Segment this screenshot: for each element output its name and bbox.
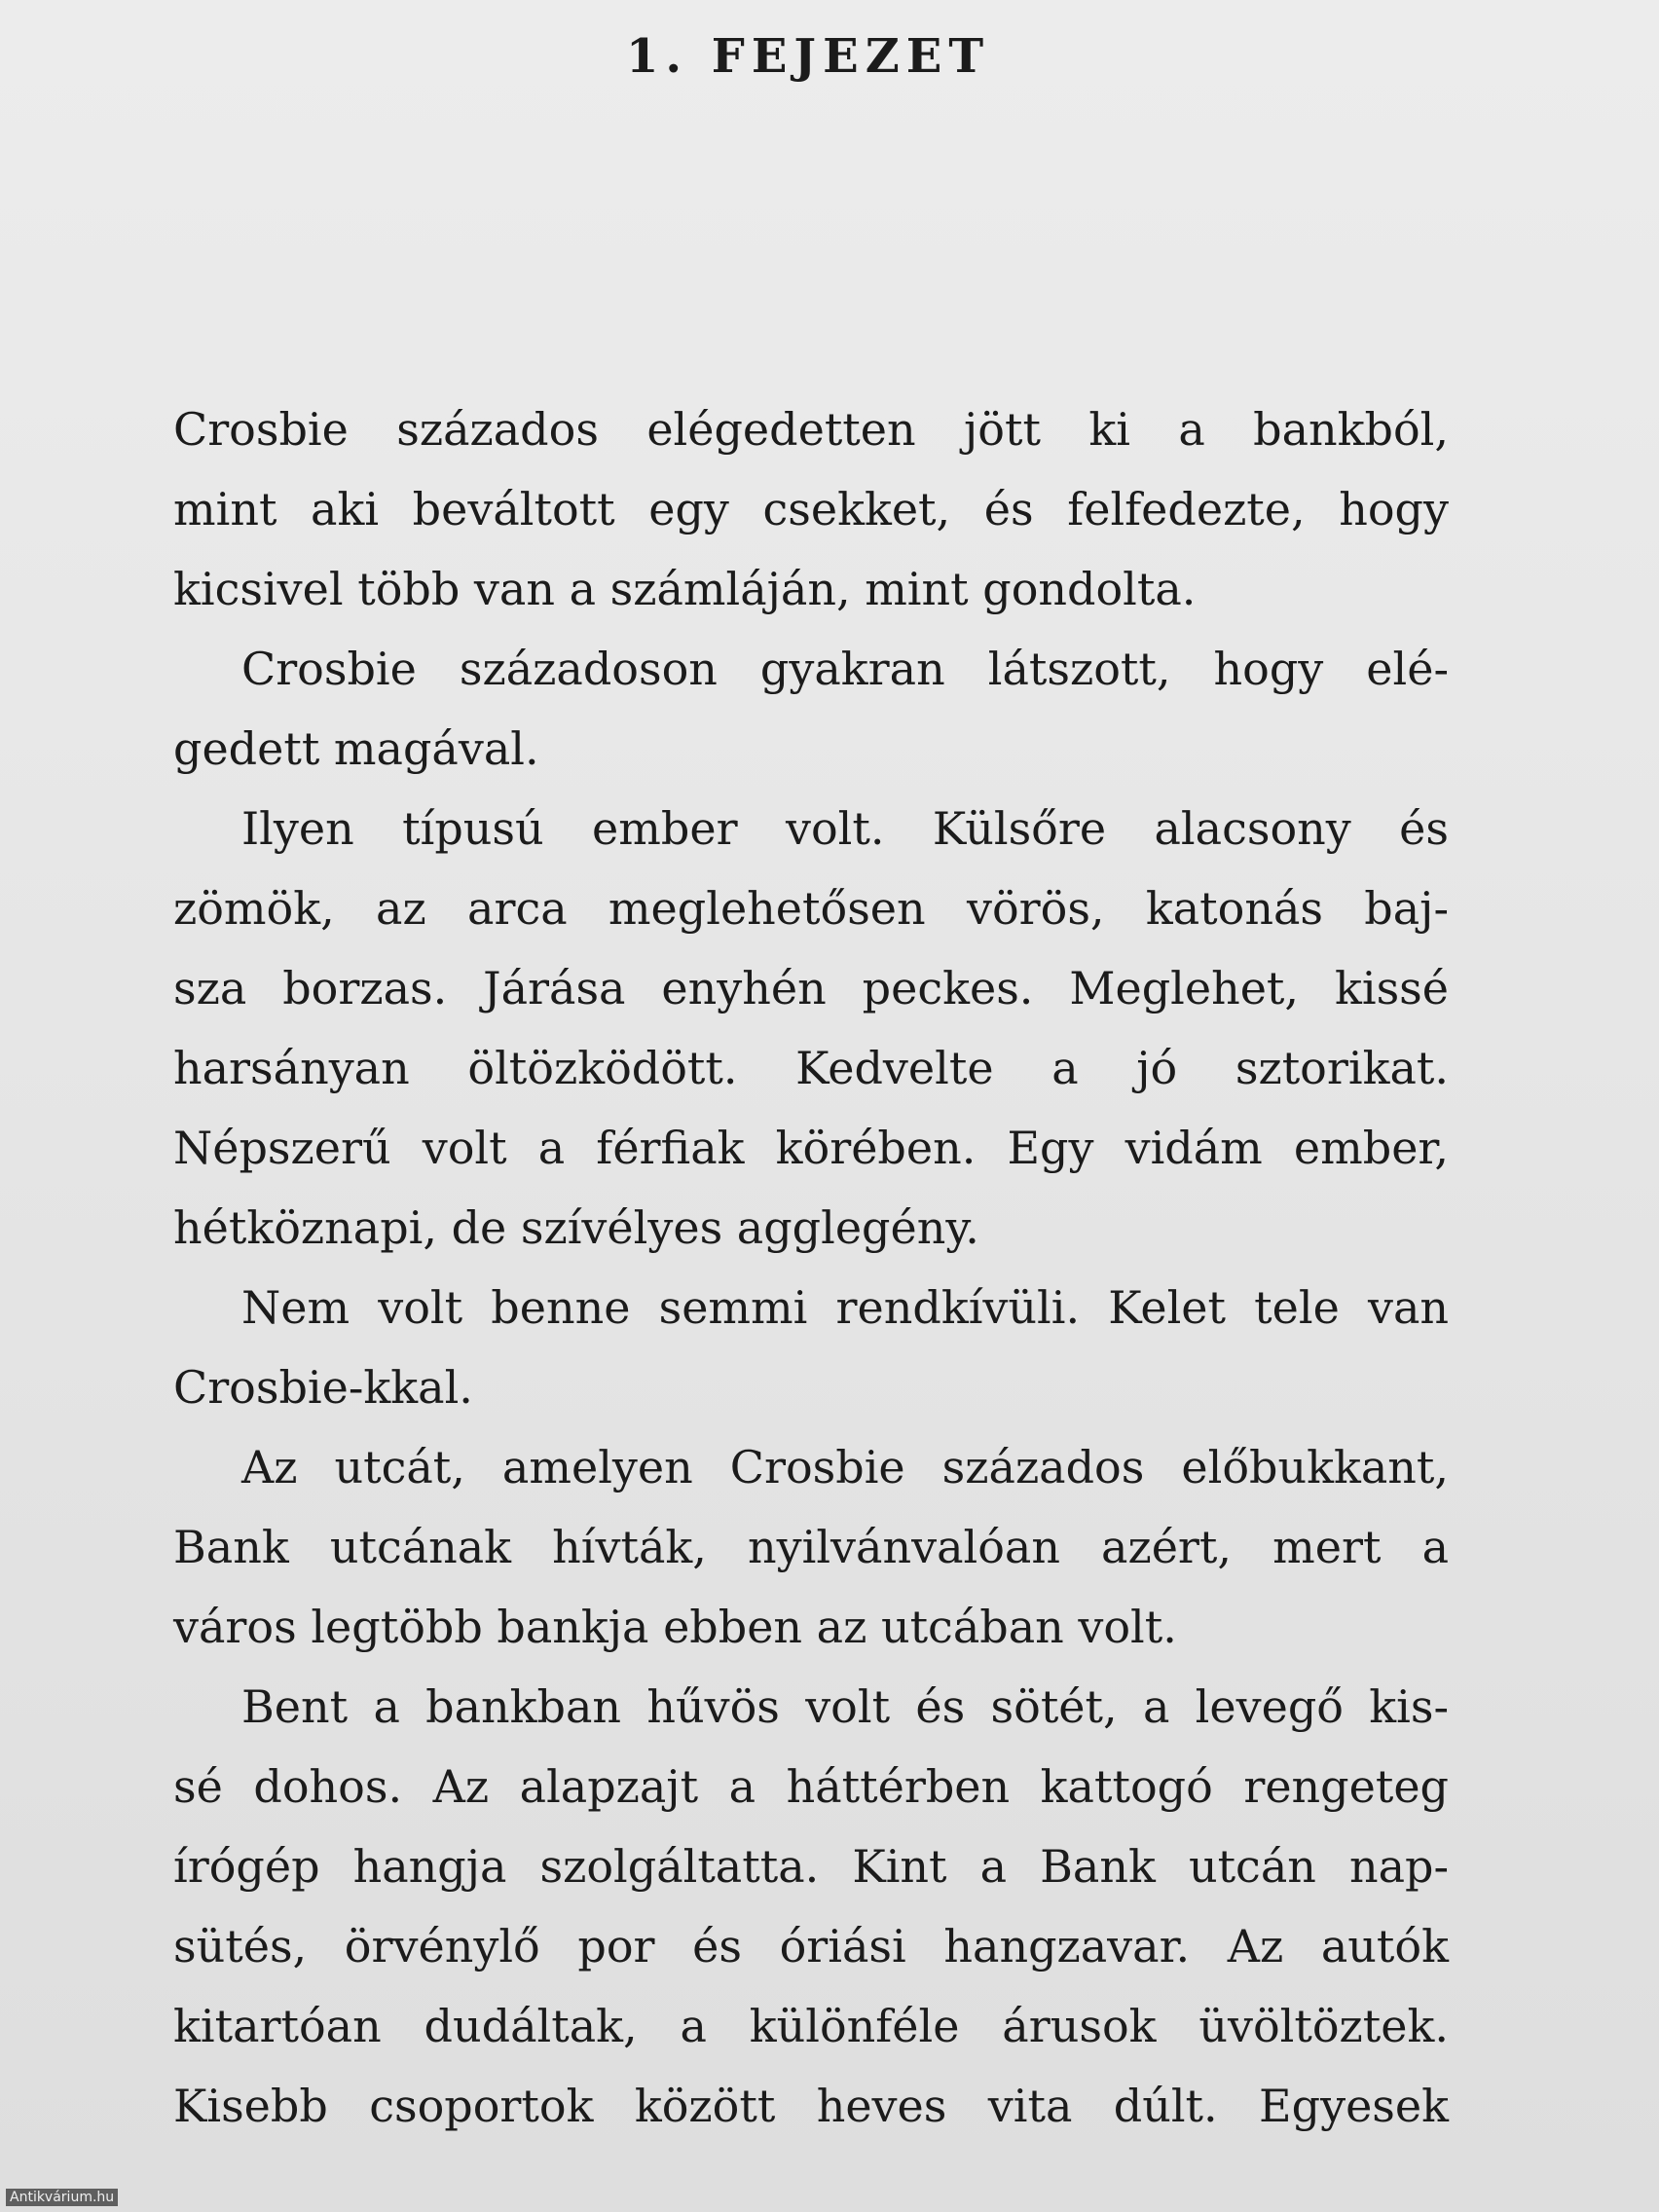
text-line: Crosbie-kkal. — [173, 1361, 473, 1414]
text-line: Az utcát, amelyen Crosbie százados előbukkant, — [241, 1441, 1449, 1493]
text-line: zömök, az arca meglehetősen vörös, katonás baj- — [173, 882, 1449, 935]
text-line: Nem volt benne semmi rendkívüli. Kelet tele van — [241, 1281, 1449, 1334]
text-line: Bank utcának hívták, nyilvánvalóan azért, mert a — [173, 1521, 1449, 1573]
text-line: Crosbie százados elégedetten jött ki a bankból, — [173, 403, 1449, 456]
text-line: Kisebb csoportok között heves vita dúlt. Egyesek — [173, 2080, 1449, 2132]
text-line: Népszerű volt a férfiak körében. Egy vidám ember, — [173, 1122, 1449, 1174]
text-line: mint aki beváltott egy csekket, és felfedezte, hogy — [173, 483, 1449, 535]
chapter-heading: 1. FEJEZET — [625, 29, 991, 84]
text-line: Ilyen típusú ember volt. Külsőre alacsony és — [241, 802, 1449, 855]
text-line: kitartóan dudáltak, a különféle árusok üvöltöztek. — [173, 2000, 1449, 2052]
text-line: város legtöbb bankja ebben az utcában volt. — [173, 1601, 1177, 1653]
text-line: gedett magával. — [173, 722, 539, 775]
text-line: sütés, örvénylő por és óriási hangzavar. Az autók — [173, 1920, 1449, 1972]
body-text — [173, 389, 1449, 2146]
text-line: hétköznapi, de szívélyes agglegény. — [173, 1201, 979, 1254]
watermark: Antikvárium.hu — [6, 2189, 118, 2206]
text-line: Crosbie századoson gyakran látszott, hogy elé- — [241, 643, 1449, 695]
text-line: sza borzas. Járása enyhén peckes. Meglehet, kissé — [173, 962, 1449, 1014]
text-line: Bent a bankban hűvös volt és sötét, a levegő kis- — [241, 1680, 1449, 1733]
text-line: írógép hangja szolgáltatta. Kint a Bank utcán nap- — [173, 1840, 1449, 1893]
text-line: kicsivel több van a számláján, mint gondolta. — [173, 563, 1197, 615]
text-line: sé dohos. Az alapzajt a háttérben kattogó rengeteg — [173, 1760, 1449, 1813]
text-line: harsányan öltözködött. Kedvelte a jó sztorikat. — [173, 1042, 1449, 1094]
